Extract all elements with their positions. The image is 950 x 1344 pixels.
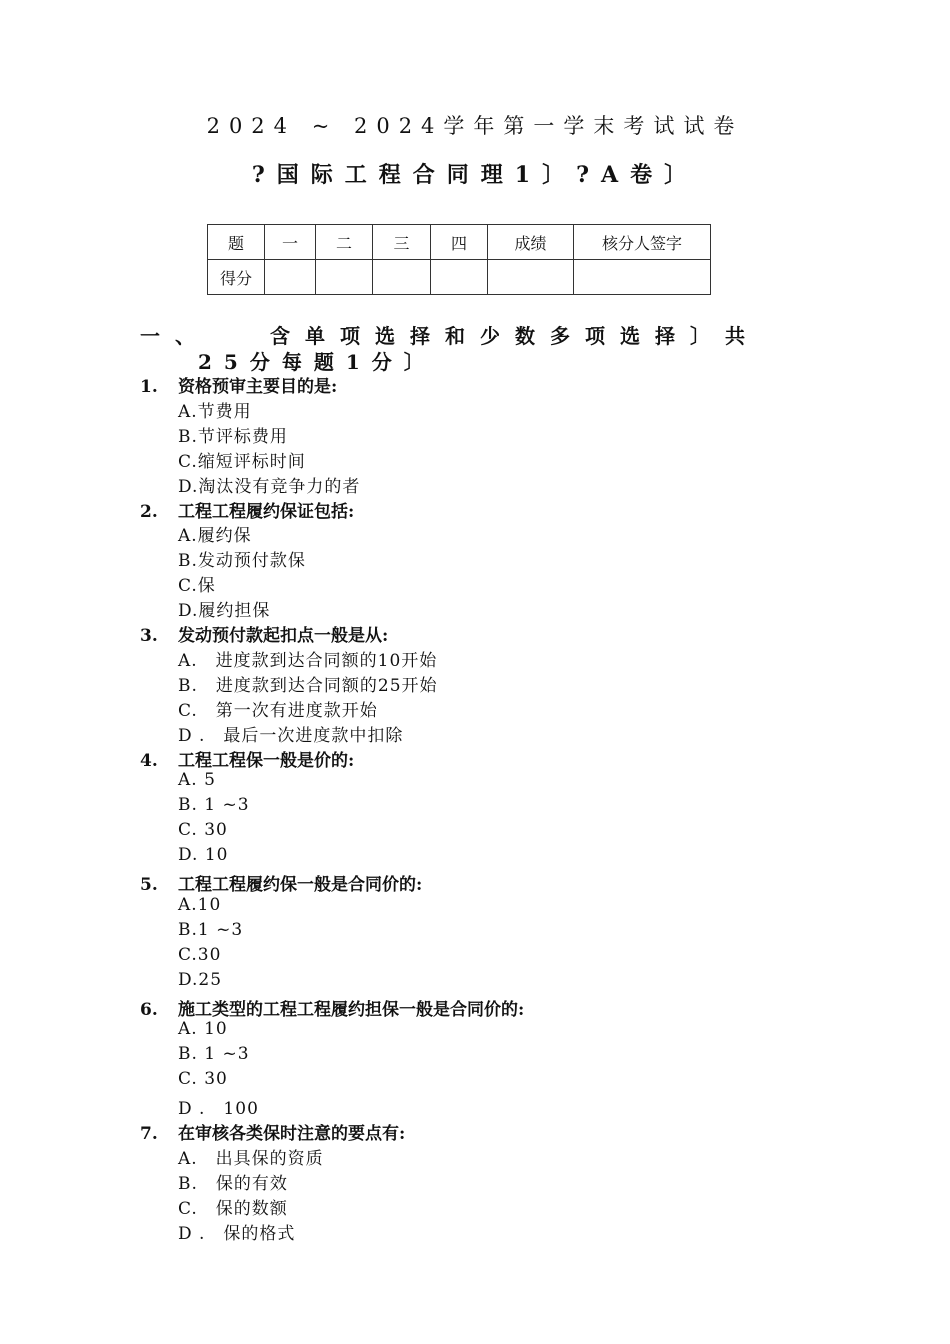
- question-2: [140, 497, 354, 522]
- question-text: 工程工程履约保证包括:: [178, 501, 355, 522]
- score-cell-1: [265, 260, 316, 295]
- question-text: 工程工程保一般是价的:: [178, 750, 355, 771]
- score-cell-2: [316, 260, 373, 295]
- question-number: 1.: [140, 377, 158, 397]
- answer-option: D . 最后一次进度款中扣除: [178, 725, 404, 746]
- question-3: [140, 621, 388, 646]
- question-number: 2.: [140, 501, 158, 522]
- score-cell-grade: [488, 260, 574, 295]
- answer-option: B.发动预付款保: [178, 551, 306, 572]
- answer-option: B.1 ~3: [178, 919, 244, 940]
- answer-option: B. 进度款到达合同额的25开始: [178, 675, 438, 696]
- score-cell-3: [373, 260, 431, 295]
- answer-option: A.履约保: [178, 526, 252, 547]
- score-cell-signature: [574, 260, 711, 295]
- section-heading-continued: 25分每题1分〕: [198, 350, 436, 374]
- score-table-score-row: [208, 260, 711, 295]
- answer-option: A. 5: [178, 770, 216, 791]
- header-cell-4: 四: [431, 225, 488, 260]
- header-cell-signature: 核分人签字: [574, 225, 711, 260]
- score-table-header-row: [208, 225, 711, 260]
- question-text: 工程工程履约保一般是合同价的:: [178, 875, 423, 895]
- exam-title: 2024 ~ 2024学年第一学末考试试卷: [206, 114, 744, 138]
- question-text: 发动预付款起扣点一般是从:: [178, 626, 389, 646]
- exam-subtitle: ?国际工程合同理1〕?A卷〕: [251, 162, 699, 188]
- header-cell-grade: 成绩: [488, 225, 574, 260]
- answer-option: B. 保的有效: [178, 1173, 288, 1194]
- section-heading: 一、 含单项选择和少数多项选择〕共: [140, 324, 760, 348]
- question-6: [140, 995, 524, 1020]
- question-number: 7.: [140, 1124, 158, 1144]
- answer-option: D . 保的格式: [178, 1223, 296, 1244]
- answer-option: A.节费用: [178, 401, 252, 422]
- answer-option: D.履约担保: [178, 601, 271, 622]
- answer-option: B. 1 ~3: [178, 1044, 250, 1065]
- question-number: 5.: [140, 875, 158, 895]
- question-1: [140, 372, 337, 397]
- answer-option: C. 保的数额: [178, 1198, 288, 1219]
- header-cell-1: 一: [265, 225, 316, 260]
- question-text: 施工类型的工程工程履约担保一般是合同价的:: [178, 999, 525, 1020]
- score-label-cell: 得分: [208, 260, 265, 295]
- answer-option: C.缩短评标时间: [178, 451, 306, 472]
- question-4: [140, 746, 354, 771]
- answer-option: D.淘汰没有竞争力的者: [178, 476, 361, 497]
- question-text: 资格预审主要目的是:: [178, 377, 338, 397]
- score-table: [207, 224, 711, 295]
- question-5: [140, 870, 422, 895]
- answer-option: D.25: [178, 969, 223, 990]
- answer-option: B.节评标费用: [178, 426, 288, 447]
- score-cell-4: [431, 260, 488, 295]
- question-number: 4.: [140, 750, 158, 771]
- answer-option: A. 出具保的资质: [178, 1148, 324, 1169]
- answer-option: C.保: [178, 576, 216, 597]
- answer-option: A. 10: [178, 1019, 228, 1040]
- answer-option: D. 10: [178, 845, 229, 866]
- answer-option: A.10: [178, 894, 222, 915]
- answer-option: A. 进度款到达合同额的10开始: [178, 650, 438, 671]
- header-cell-3: 三: [373, 225, 431, 260]
- question-text: 在审核各类保时注意的要点有:: [178, 1124, 406, 1144]
- answer-option: C.30: [178, 944, 222, 965]
- question-7: [140, 1119, 405, 1144]
- answer-option: D . 100: [178, 1099, 259, 1120]
- answer-option: C. 第一次有进度款开始: [178, 700, 378, 721]
- header-cell-2: 二: [316, 225, 373, 260]
- question-number: 3.: [140, 626, 158, 646]
- answer-option: C. 30: [178, 1069, 228, 1090]
- answer-option: C. 30: [178, 820, 228, 841]
- answer-option: B. 1 ~3: [178, 795, 250, 816]
- question-number: 6.: [140, 999, 158, 1020]
- header-cell-question: 题: [208, 225, 265, 260]
